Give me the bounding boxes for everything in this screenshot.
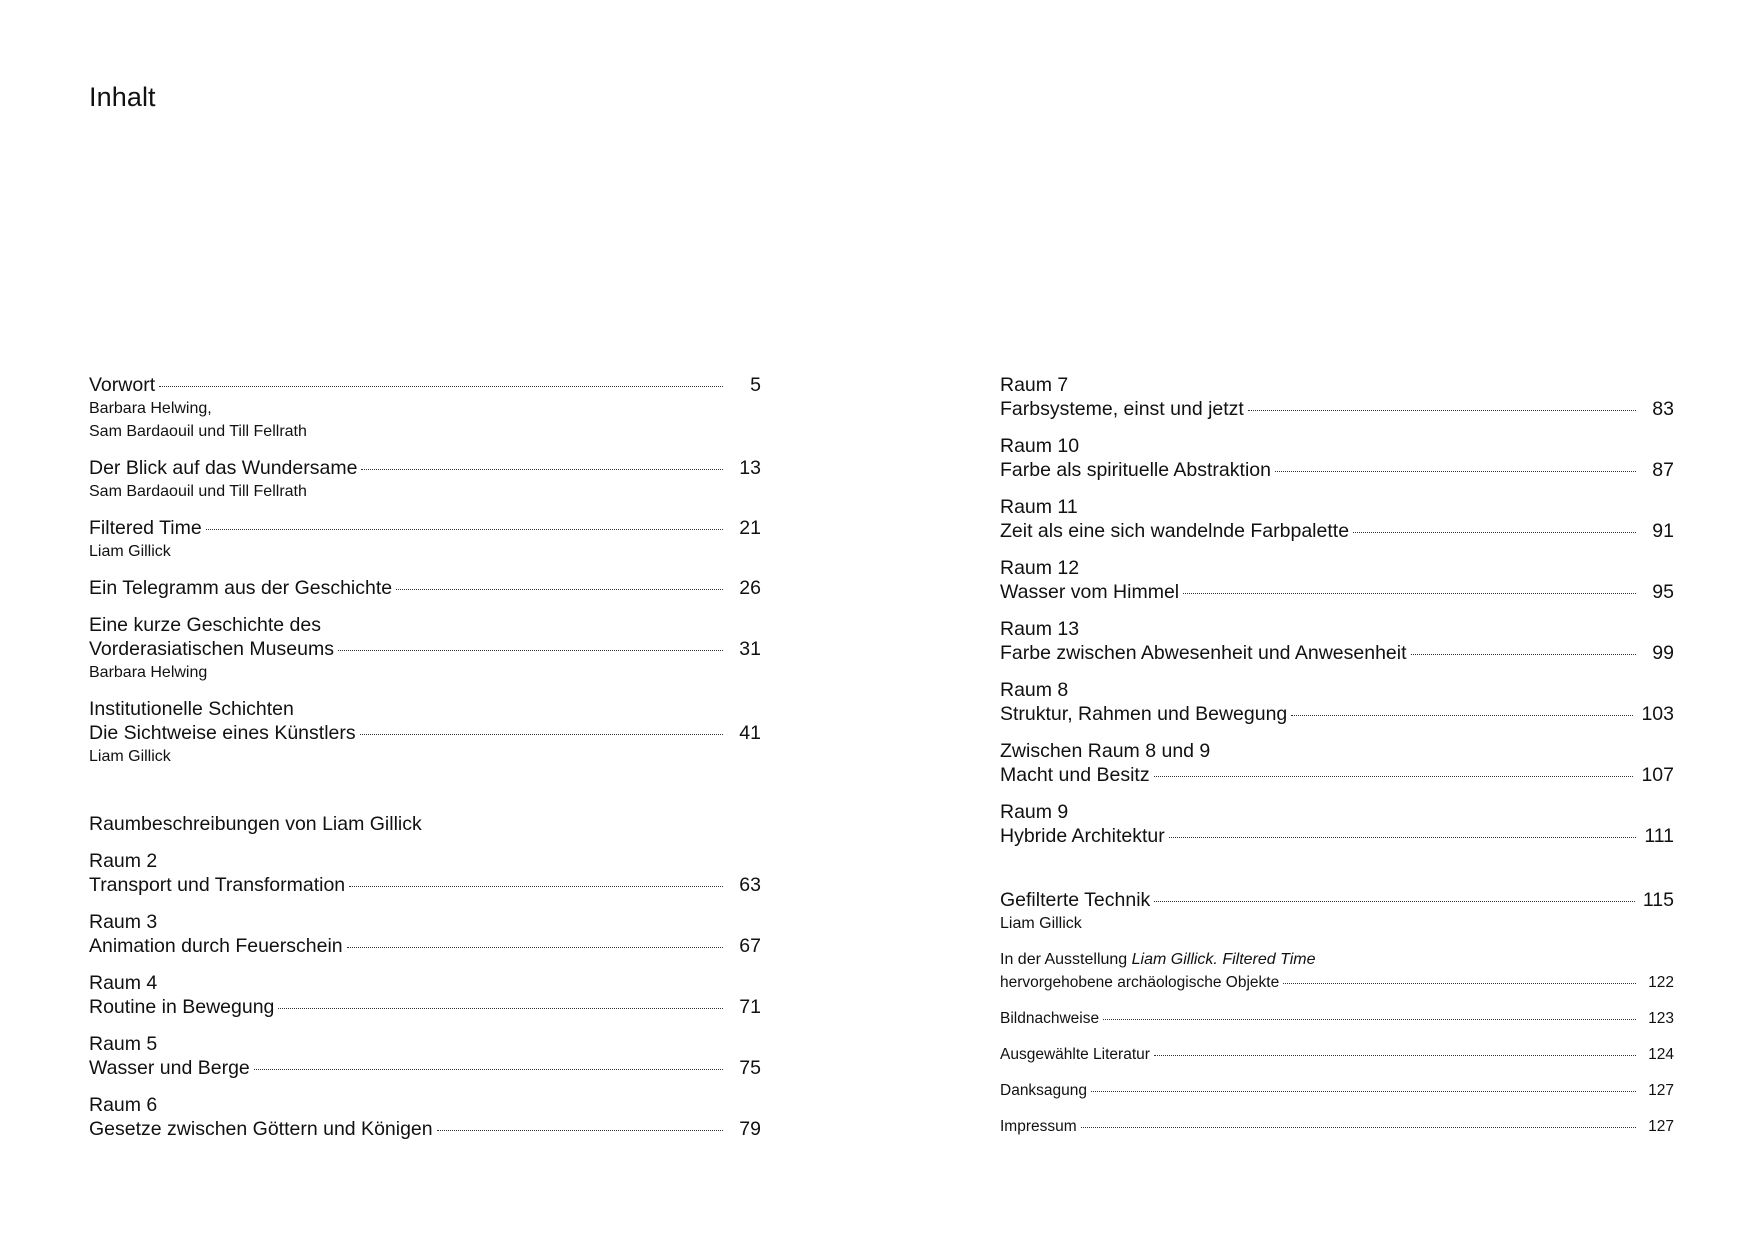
page-number: 71 xyxy=(739,996,761,1018)
toc-entry-museum-history[interactable] xyxy=(89,613,761,684)
page-number: 91 xyxy=(1652,520,1674,542)
toc-entry-filtered-time[interactable] xyxy=(89,516,761,563)
page-number: 79 xyxy=(739,1118,761,1140)
room-label: Raum 12 xyxy=(1000,557,1080,579)
exhibition-title-italic: Liam Gillick. Filtered Time xyxy=(1131,951,1316,968)
page-number: 103 xyxy=(1641,703,1674,725)
page-number: 99 xyxy=(1652,642,1674,664)
page-number: 5 xyxy=(750,374,761,396)
toc-entry-bildnachweise[interactable] xyxy=(1000,1007,1674,1030)
page-number: 115 xyxy=(1642,889,1674,911)
toc-entry-telegramm[interactable] xyxy=(89,576,761,600)
entry-title: Vorwort xyxy=(89,374,156,396)
page-number: 83 xyxy=(1652,398,1674,420)
page-number: 67 xyxy=(739,935,761,957)
entry-author: Barbara Helwing, xyxy=(89,400,212,417)
entry-author: Sam Bardaouil und Till Fellrath xyxy=(89,423,307,440)
toc-entry-raum-10[interactable] xyxy=(1000,434,1674,482)
room-label: Zwischen Raum 8 und 9 xyxy=(1000,740,1211,762)
dot-leader xyxy=(437,1129,723,1131)
dot-leader xyxy=(1248,409,1636,411)
toc-entry-raum-7[interactable] xyxy=(1000,373,1674,421)
toc-left-column xyxy=(89,373,761,1154)
entry-title: hervorgehobene archäologische Objekte xyxy=(1000,974,1280,991)
entry-title: Danksagung xyxy=(1000,1082,1088,1099)
toc-entry-raum-9[interactable] xyxy=(1000,800,1674,848)
entry-title: Impressum xyxy=(1000,1118,1077,1135)
entry-title: Transport und Transformation xyxy=(89,874,346,896)
page-number: 127 xyxy=(1648,1118,1674,1135)
toc-entry-institutionelle[interactable] xyxy=(89,697,761,768)
entry-title: Farbsysteme, einst und jetzt xyxy=(1000,398,1244,420)
toc-entry-raum-8[interactable] xyxy=(1000,678,1674,726)
dot-leader xyxy=(1103,1018,1636,1020)
page-number: 63 xyxy=(739,874,761,896)
page-number: 75 xyxy=(739,1057,761,1079)
toc-entry-ausstellung-objekte[interactable] xyxy=(1000,948,1674,994)
room-label: Raum 7 xyxy=(1000,374,1069,396)
room-label: Raum 11 xyxy=(1000,496,1078,518)
entry-title-line1: Eine kurze Geschichte des xyxy=(89,614,321,636)
toc-entry-vorwort[interactable] xyxy=(89,373,761,443)
dot-leader xyxy=(1353,531,1636,533)
toc-entry-gefilterte-technik[interactable] xyxy=(1000,888,1674,935)
dot-leader xyxy=(360,733,723,735)
page-number: 26 xyxy=(739,577,761,599)
entry-author: Barbara Helwing xyxy=(89,664,208,681)
toc-entry-raum-13[interactable] xyxy=(1000,617,1674,665)
entry-title: Macht und Besitz xyxy=(1000,764,1150,786)
entry-title: Zeit als eine sich wandelnde Farbpalette xyxy=(1000,520,1350,542)
toc-entry-raum-4[interactable] xyxy=(89,971,761,1019)
dot-leader xyxy=(206,528,723,530)
toc-entry-raum-5[interactable] xyxy=(89,1032,761,1080)
room-label: Raum 6 xyxy=(89,1094,158,1116)
page-number: 107 xyxy=(1641,764,1674,786)
section-heading: Raumbeschreibungen von Liam Gillick xyxy=(89,813,422,835)
entry-title: Wasser und Berge xyxy=(89,1057,250,1079)
room-label: Raum 9 xyxy=(1000,801,1069,823)
toc-entry-blick[interactable] xyxy=(89,456,761,503)
dot-leader xyxy=(1154,900,1635,902)
entry-title: Hybride Architektur xyxy=(1000,825,1165,847)
page-number: 31 xyxy=(739,638,761,660)
page-number: 124 xyxy=(1648,1046,1674,1063)
dot-leader xyxy=(1091,1090,1636,1092)
room-label: Raum 10 xyxy=(1000,435,1080,457)
dot-leader xyxy=(1283,982,1636,984)
entry-title: Wasser vom Himmel xyxy=(1000,581,1180,603)
page-title: Inhalt xyxy=(89,82,156,112)
dot-leader xyxy=(349,885,723,887)
dot-leader xyxy=(361,468,723,470)
entry-title: Die Sichtweise eines Künstlers xyxy=(89,722,356,744)
page-number: 95 xyxy=(1652,581,1674,603)
dot-leader xyxy=(1154,1054,1636,1056)
entry-author: Liam Gillick xyxy=(89,543,171,560)
entry-title: Gesetze zwischen Göttern und Königen xyxy=(89,1118,433,1140)
entry-title-line1: In der Ausstellung Liam Gillick. Filtered Time xyxy=(1000,951,1316,968)
entry-author: Sam Bardaouil und Till Fellrath xyxy=(89,483,307,500)
page-number: 127 xyxy=(1648,1082,1674,1099)
toc-entry-raum-11[interactable] xyxy=(1000,495,1674,543)
page-number: 111 xyxy=(1644,825,1674,847)
toc-entry-raum-3[interactable] xyxy=(89,910,761,958)
page-number: 123 xyxy=(1648,1010,1674,1027)
entry-title: Struktur, Rahmen und Bewegung xyxy=(1000,703,1288,725)
dot-leader xyxy=(1154,775,1634,777)
dot-leader xyxy=(338,649,723,651)
page-number: 41 xyxy=(739,722,761,744)
entry-title: Ausgewählte Literatur xyxy=(1000,1046,1150,1063)
dot-leader xyxy=(159,385,723,387)
page-number: 122 xyxy=(1648,974,1674,991)
entry-title: Filtered Time xyxy=(89,517,202,539)
entry-title: Bildnachweise xyxy=(1000,1010,1100,1027)
room-label: Raum 3 xyxy=(89,911,158,933)
room-label: Raum 13 xyxy=(1000,618,1080,640)
dot-leader xyxy=(1291,714,1633,716)
entry-title: Animation durch Feuerschein xyxy=(89,935,343,957)
dot-leader xyxy=(1169,836,1636,838)
room-label: Raum 5 xyxy=(89,1033,158,1055)
dot-leader xyxy=(1183,592,1636,594)
dot-leader xyxy=(278,1007,723,1009)
entry-title-line1: Institutionelle Schichten xyxy=(89,698,294,720)
toc-right-column xyxy=(1000,373,1674,1151)
entry-title: Farbe zwischen Abwesenheit und Anwesenheit xyxy=(1000,642,1407,664)
page-number: 21 xyxy=(739,517,761,539)
room-label: Raum 2 xyxy=(89,850,158,872)
dot-leader xyxy=(1411,653,1636,655)
dot-leader xyxy=(1275,470,1636,472)
toc-entry-raum-8-9[interactable] xyxy=(1000,739,1674,787)
toc-entry-raum-2[interactable] xyxy=(89,849,761,897)
entry-title: Vorderasiatischen Museums xyxy=(89,638,334,660)
toc-entry-danksagung[interactable] xyxy=(1000,1079,1674,1102)
entry-title: Der Blick auf das Wundersame xyxy=(89,457,358,479)
toc-entry-impressum[interactable] xyxy=(1000,1115,1674,1138)
page-number: 13 xyxy=(739,457,761,479)
entry-title: Farbe als spirituelle Abstraktion xyxy=(1000,459,1271,481)
dot-leader xyxy=(254,1068,723,1070)
entry-title: Ein Telegramm aus der Geschichte xyxy=(89,577,393,599)
toc-entry-literatur[interactable] xyxy=(1000,1043,1674,1066)
entry-author: Liam Gillick xyxy=(1000,915,1082,932)
entry-title: Routine in Bewegung xyxy=(89,996,275,1018)
entry-author: Liam Gillick xyxy=(89,748,171,765)
page-number: 87 xyxy=(1652,459,1674,481)
entry-title: Gefilterte Technik xyxy=(1000,889,1151,911)
dot-leader xyxy=(347,946,723,948)
dot-leader xyxy=(396,588,723,590)
toc-entry-raum-6[interactable] xyxy=(89,1093,761,1141)
room-label: Raum 8 xyxy=(1000,679,1069,701)
room-label: Raum 4 xyxy=(89,972,158,994)
dot-leader xyxy=(1081,1126,1636,1128)
toc-entry-raum-12[interactable] xyxy=(1000,556,1674,604)
